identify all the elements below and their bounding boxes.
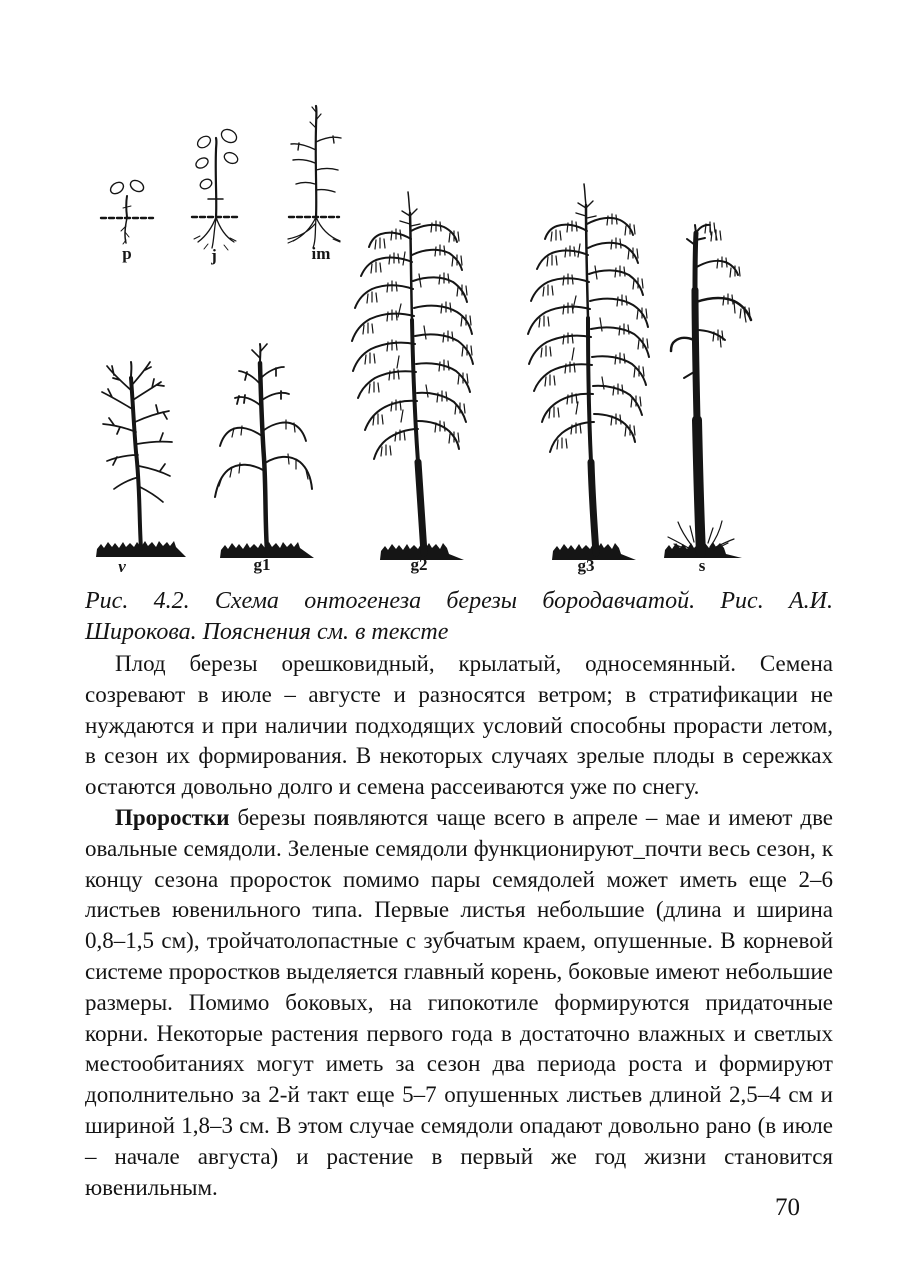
birch-trees-drawing: [0, 0, 910, 582]
figure-caption: [85, 586, 833, 648]
figure-caption-line2: Широкова. Пояснения см. в тексте: [85, 619, 449, 645]
generative-g1-drawing: [215, 344, 314, 558]
stage-label-g2: g2: [410, 555, 428, 574]
body-text: [85, 649, 833, 1203]
stage-label-g1: g1: [253, 555, 271, 574]
figure-caption-line1: Рис. 4.2. Схема онтогенеза березы бородавчатой. Рис. А.И.: [85, 588, 833, 614]
stage-label-j: j: [211, 246, 217, 265]
paragraph-seedlings-lead: Проростки: [115, 804, 230, 830]
generative-g2-drawing: [352, 192, 473, 560]
stage-label-im: im: [311, 244, 331, 263]
page-number: 70: [775, 1194, 800, 1221]
stage-label-g3: g3: [577, 556, 595, 575]
juvenile-j-drawing: [192, 127, 240, 250]
generative-g3-drawing: [528, 184, 649, 560]
immature-im-drawing: [288, 106, 341, 248]
figure-ontogenesis-scheme: [0, 0, 910, 582]
stage-label-v: v: [118, 557, 126, 576]
stage-label-p: p: [122, 244, 132, 263]
paragraph-fruit: Плод березы орешковидный, крылатый, односемянный. Семена созревают в июле – августе и разносятся ветром; в стратификации не нуждаются и при наличии подходящих условий способны прорасти летом, в сезон их формирования. В некоторых случаях зрелые плоды в сережках остаются довольно долго и семена рассеиваются уже по снегу.: [85, 651, 833, 800]
stage-label-s: s: [698, 556, 706, 575]
paragraph-seedlings-rest: березы появляются чаще всего в апреле – мае и имеют две овальные семядоли. Зеленые семядоли функционируют_почти весь сезон, к концу сезона проросток помимо пары семядолей может иметь еще 2–6 листьев ювенильного типа. Первые листья небольшие (длина и ширина 0,8–1,5 см), тройчатолопастные с зубчатым краем, опушенные. В корневой системе проростков выделяется главный корень, боковые имеют небольшие размеры. Помимо боковых, на гипокотиле формируются придаточные корни. Некоторые растения первого года в достаточно влажных и светлых местообитаниях могут иметь за сезон два периода роста и формируют дополнительно за 2-й такт еще 5–7 опушенных листьев длиной 2,5–4 см и шириной 1,8–3 см. В этом случае семядоли опадают довольно рано (в июле – начале августа) и растение в первый же год жизни становится ювенильным.: [85, 804, 833, 1200]
senile-s-drawing: [664, 222, 751, 558]
virginile-v-drawing: [96, 362, 186, 557]
paragraph-seedlings: [85, 803, 833, 1203]
seedling-p-drawing: [101, 178, 153, 244]
